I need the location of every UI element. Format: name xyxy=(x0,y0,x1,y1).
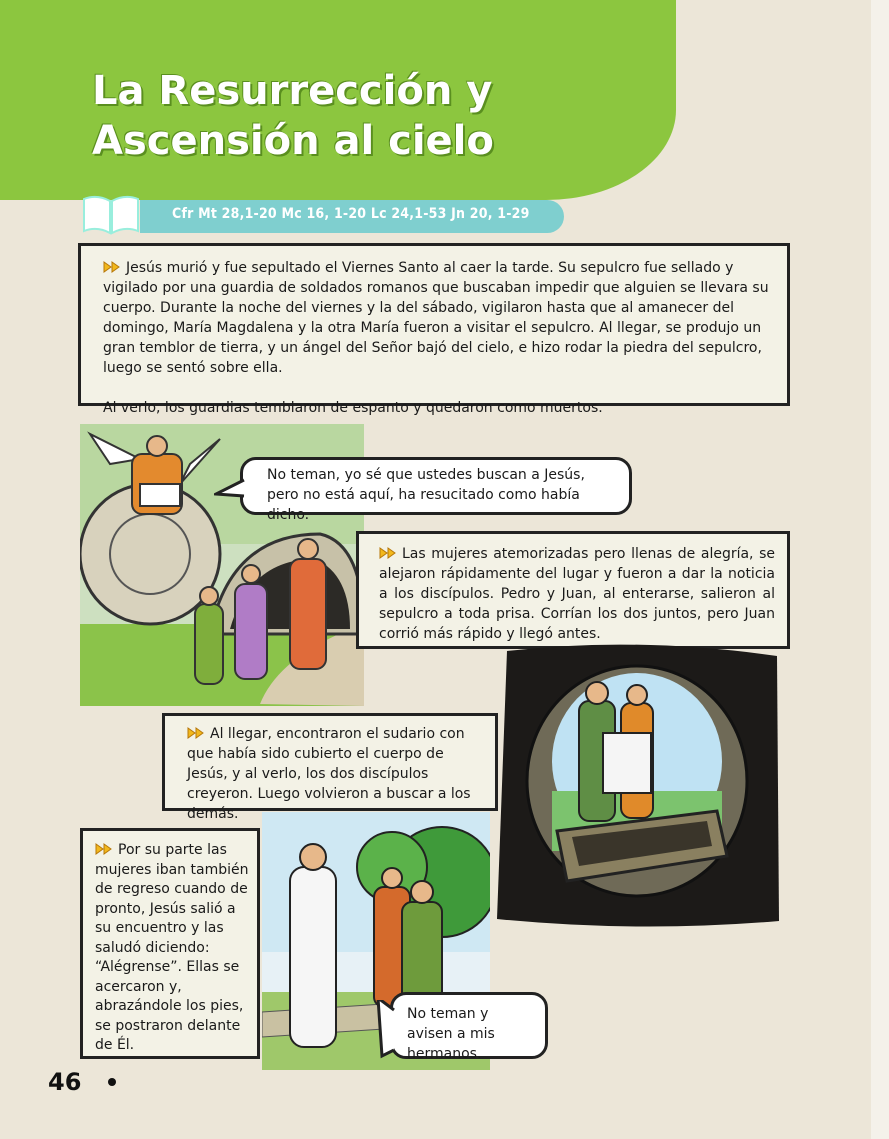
jesus-bubble-tail xyxy=(372,1000,398,1060)
meeting-caption-box xyxy=(80,828,260,1059)
sudario-caption-text: Al llegar, encontraron el sudario con que había sido cubierto el cuerpo de Jesús, y al verlo, los dos discípulos creyeron. Luego volvieron a buscar a los demás. xyxy=(187,726,471,822)
jesus-speech-text: No teman y avisen a mis hermanos. xyxy=(407,1006,495,1062)
page-edge xyxy=(871,0,889,1139)
empty-tomb-illustration xyxy=(497,641,779,929)
women-caption-text: Las mujeres atemorizadas pero llenas de alegría, se alejaron rápidamente del lugar y fueron a dar la noticia a los discípulos. Pedro y Juan, al enterarse, salieron al sepulcro a toda prisa. Corrían los dos juntos, pero Juan corrió más rápido y llegó antes. xyxy=(379,546,775,642)
jesus-speech-bubble xyxy=(390,992,548,1062)
double-chevron-icon xyxy=(95,843,115,855)
intro-paragraph-1 xyxy=(103,258,773,378)
angel-bubble-tail xyxy=(214,478,246,500)
intro-text-box xyxy=(78,243,790,416)
open-book-icon xyxy=(80,193,142,235)
page-title xyxy=(92,66,494,166)
title-line-1: La Resurrección y xyxy=(92,68,493,114)
bible-citation: Cfr Mt 28,1-20 Mc 16, 1-20 Lc 24,1-53 Jn 20, 1-29 xyxy=(172,206,530,222)
meeting-caption-text: Por su parte las mujeres iban también de regreso cuando de pronto, Jesús salió a su encuentro y las saludó diciendo: “Alégrense”. Ellas se acercaron y, abrazándole los pies, se postraron delante de Él. xyxy=(95,842,249,1053)
sudario-caption-box xyxy=(162,713,498,822)
angel-speech-text: No teman, yo sé que ustedes buscan a Jesús, pero no está aquí, ha resucitado como había dicho. xyxy=(267,467,585,523)
double-chevron-icon xyxy=(379,547,399,559)
double-chevron-icon xyxy=(187,727,207,739)
intro-text-1: Jesús murió y fue sepultado el Viernes Santo al caer la tarde. Su sepulcro fue sellado y vigilado por una guardia de soldados romanos que buscaban impedir que alguien se llevara su cuerpo. Durante la noche del viernes y la del sábado, vigilaron hasta que al amanecer del domingo, María Magdalena y la otra María fueron a visitar el sepulcro. Al llegar, se produjo un gran temblor de tierra, y un ángel del Señor bajó del cielo, e hizo rodar la piedra del sepulcro, luego se sentó sobre ella. xyxy=(103,260,769,376)
page-number: 46 xyxy=(48,1068,82,1096)
women-caption-box xyxy=(356,531,790,649)
intro-paragraph-2: Al verlo, los guardias temblaron de espanto y quedaron como muertos. xyxy=(103,400,603,416)
double-chevron-icon xyxy=(103,261,123,273)
page-number-bullet xyxy=(108,1078,116,1086)
title-line-2: Ascensión al cielo xyxy=(92,118,494,164)
angel-speech-bubble xyxy=(240,457,632,523)
